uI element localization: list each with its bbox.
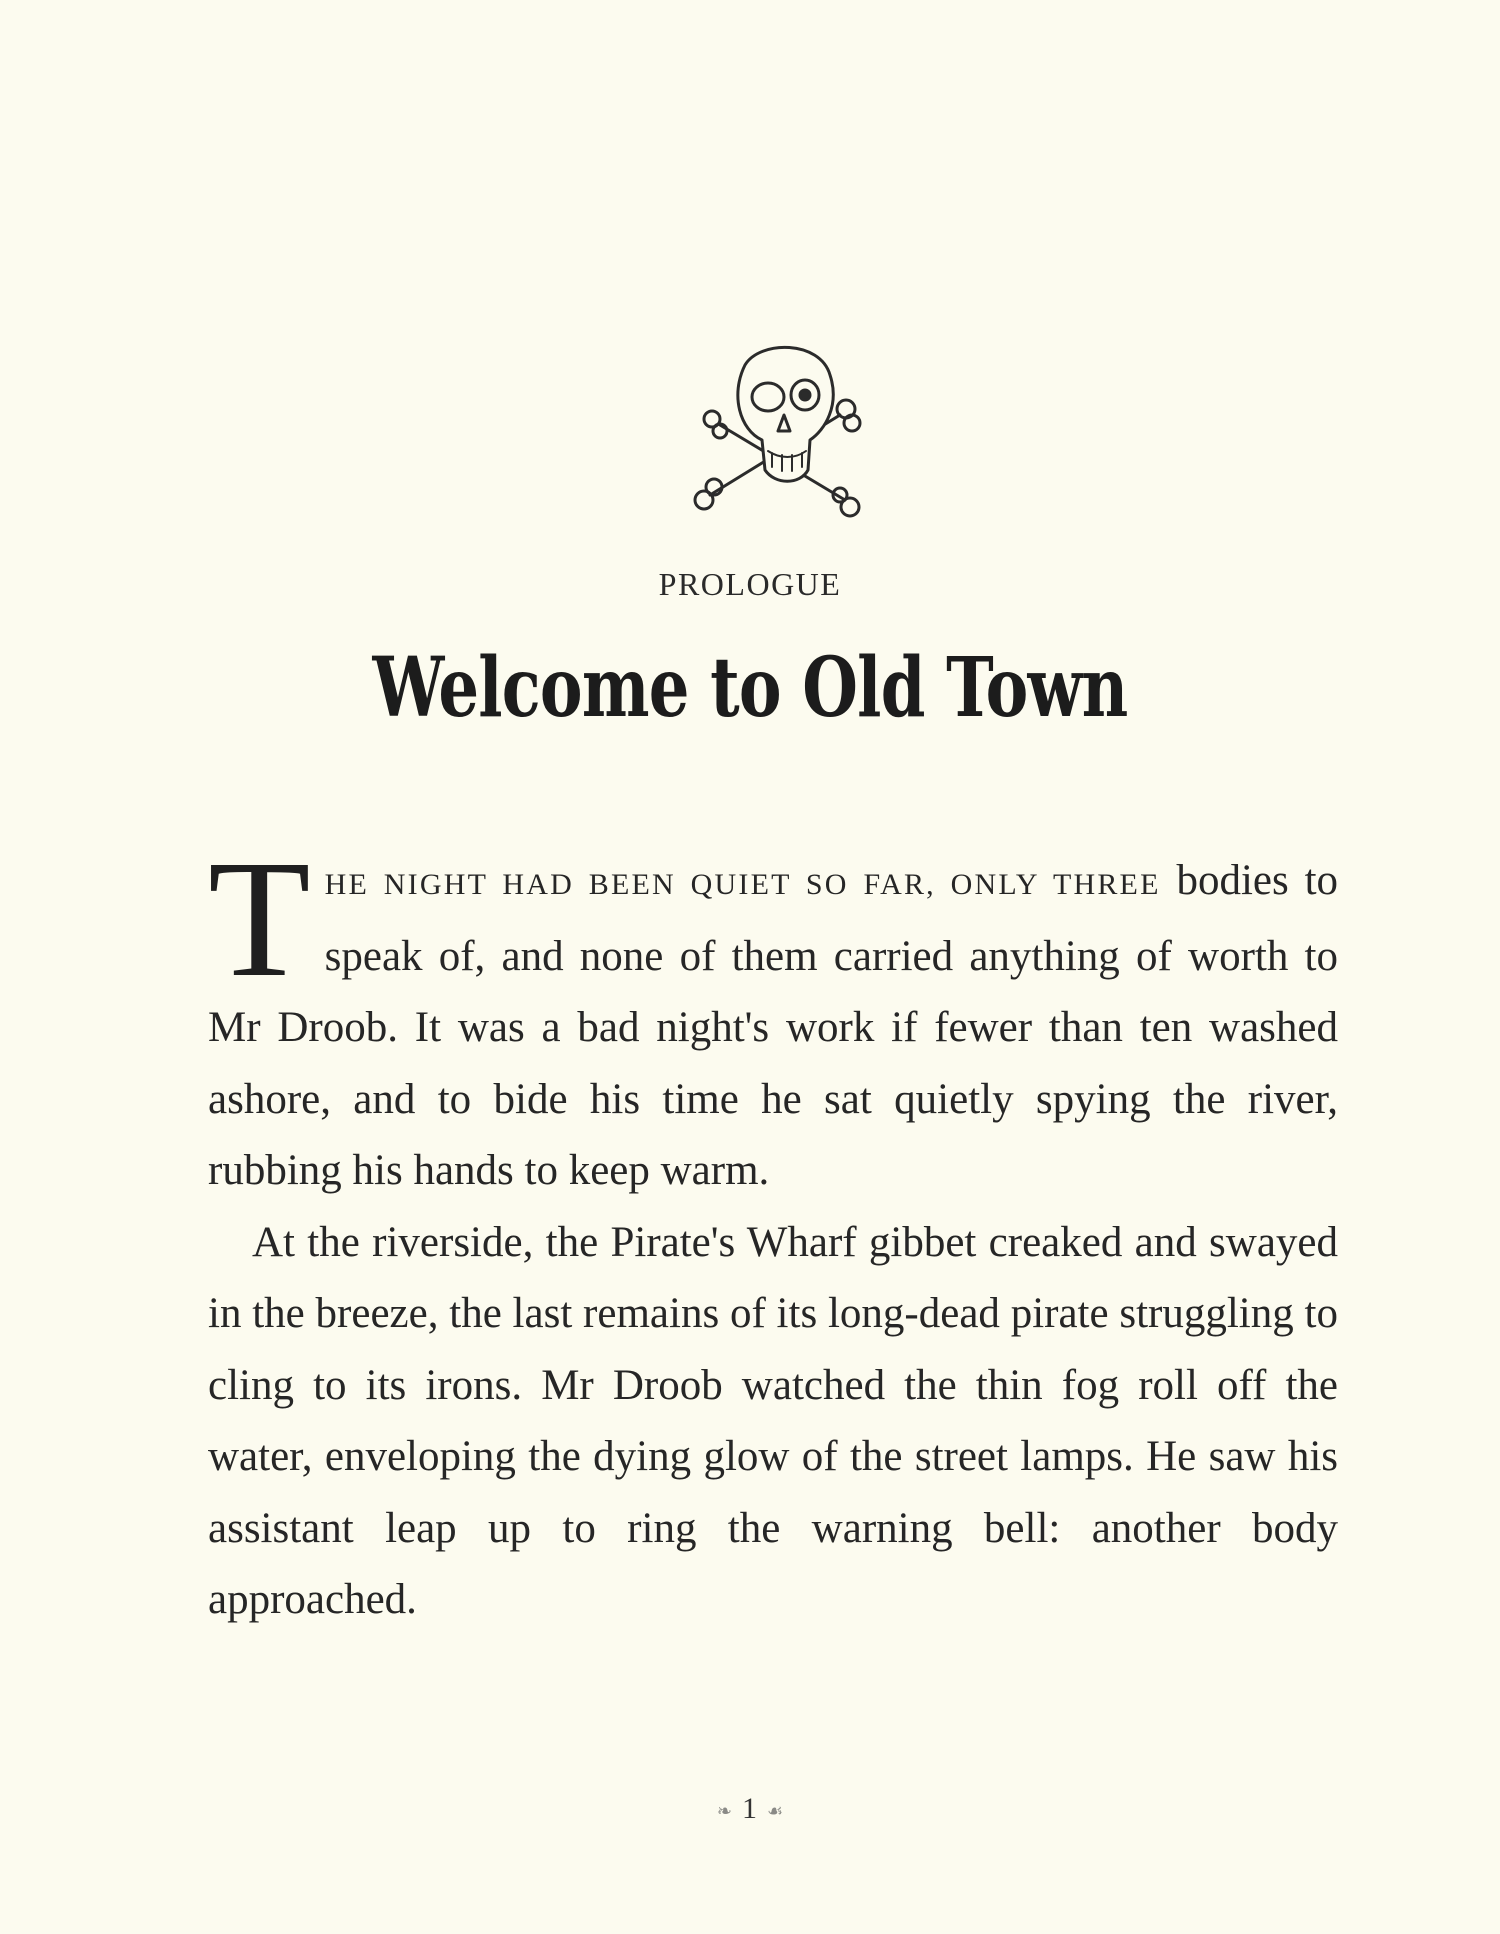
skull-crossbones-icon — [690, 335, 870, 535]
folio-ornament-right-icon: ☙ — [766, 1800, 784, 1821]
chapter-title: Welcome to Old Town — [372, 640, 1128, 736]
page-number: 1 — [741, 1792, 757, 1825]
paragraph-2: At the riverside, the Pirate's Wharf gibbet creaked and swayed in the breeze, the last remains of its long-dead pirate struggling to cling to its irons. Mr Droob watched the thin fog roll off the water, enveloping the dying glow of the street lamps. He saw his assistant leap up to ring the warning bell: another body approached. — [208, 1218, 1338, 1623]
prologue-label: PROLOGUE — [658, 566, 842, 602]
paragraph-1 — [208, 826, 1339, 1207]
page-folio — [0, 1792, 1500, 1826]
paragraph-1-text: bodies to speak of, and none of them carried anything of worth to Mr Droob. It was a bad night's work if fewer than ten washed ashore, and to bide his time he sat quietly spying the river, rubbing his hands to keep warm. — [208, 857, 1339, 1194]
drop-cap: T — [208, 826, 311, 1012]
folio-ornament-left-icon: ❧ — [716, 1800, 732, 1821]
lead-in-smallcaps: HE NIGHT HAD BEEN QUIET SO FAR, ONLY THREE — [324, 868, 1161, 901]
body-text — [208, 826, 1339, 1636]
